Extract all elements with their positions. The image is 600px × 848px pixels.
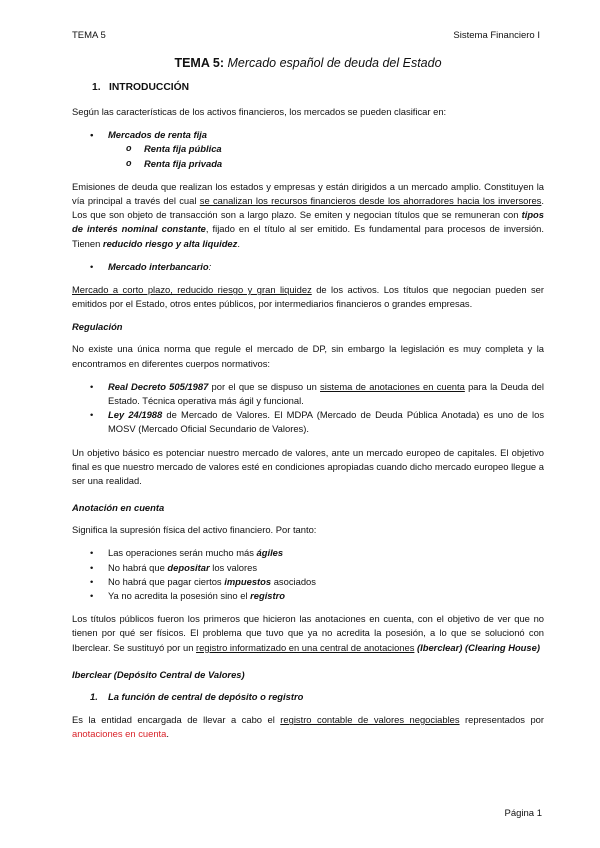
- list-item-renta-fija: • Mercados de renta fija: [72, 128, 544, 142]
- paragraph-regulacion: No existe una única norma que regule el mercado de DP, sin embargo la legislación es muy completa y la encontramos en diferentes cuerpos normativos:: [72, 343, 544, 369]
- market-list: [72, 128, 544, 171]
- list-item-interbancario: • Mercado interbancario:: [72, 260, 544, 274]
- section-title: INTRODUCCIÓN: [109, 82, 190, 93]
- intro-paragraph: Según las características de los activos financieros, los mercados se pueden clasificar en:: [72, 106, 447, 117]
- title-bold: TEMA 5:: [174, 56, 224, 70]
- list-item-ley: • Ley 24/1988 de Mercado de Valores. El MDPA (Mercado de Deuda Pública Anotada) es uno de los MOSV (Mercado Oficial Secundario de Valores).: [72, 408, 544, 436]
- page-number: Página 1: [504, 808, 542, 819]
- title-italic: Mercado español de deuda del Estado: [227, 56, 442, 70]
- regulacion-list: [72, 380, 544, 437]
- paragraph-objetivo: Un objetivo básico es potenciar nuestro mercado de valores, ante un mercado europeo de capitales. El objetivo final es que nuestro mercado de valores esté en condiciones apropiadas cuando dicho mercado europeo llegue a ser una realidad.: [72, 446, 544, 487]
- red-highlight: anotaciones en cuenta: [72, 728, 167, 740]
- list-item-depositar: • No habrá que depositar los valores: [72, 561, 544, 575]
- section-heading-intro: [72, 82, 544, 93]
- list-item-impuestos: • No habrá que pagar ciertos impuestos asociados: [72, 575, 544, 589]
- paragraph-emisiones: Emisiones de deuda que realizan los estados y empresas y están dirigidos a un mercado amplio. Constituyen la vía principal a través del cual se canalizan los recursos financieros desde los ahorradores hacia los inversores. Los que son objeto de transacción son a largo plazo. Se emiten y negocian títulos que se remuneran con tipos de interés nominal constante, fijado en el título al ser emitido. Es fundamental para procesos de inversión. Tienen reducido riesgo y alta liquidez.: [72, 180, 545, 249]
- header-right: Sistema Financiero I: [453, 30, 540, 41]
- list-item-privada: o Renta fija privada: [72, 157, 544, 171]
- anotacion-list: [72, 546, 544, 603]
- document-body: [72, 56, 544, 751]
- page-title: [72, 56, 544, 70]
- list-item-registro: • Ya no acredita la posesión sino el registro: [72, 589, 544, 603]
- paragraph-interbancario: Mercado a corto plazo, reducido riesgo y gran liquidez de los activos. Los títulos que negocian pueden ser emitidos por el Estado, otros entes públicos, por intermediarios financieros o grandes empresas.: [72, 284, 544, 310]
- numbered-item-funcion: 1. La función de central de depósito o registro: [90, 690, 304, 702]
- section-number: 1.: [92, 82, 101, 93]
- heading-regulacion: Regulación: [72, 321, 123, 333]
- heading-iberclear: Iberclear (Depósito Central de Valores): [72, 668, 245, 680]
- paragraph-anotacion: Significa la supresión física del activo financiero. Por tanto:: [72, 524, 317, 536]
- list-item-publica: o Renta fija pública: [72, 142, 544, 156]
- heading-anotacion: Anotación en cuenta: [72, 502, 165, 514]
- header-left: TEMA 5: [72, 30, 106, 41]
- interbancario-list: [72, 260, 544, 274]
- list-item-agiles: • Las operaciones serán mucho más ágiles: [72, 546, 544, 560]
- paragraph-iberclear-intro: Los títulos públicos fueron los primeros que hicieron las anotaciones en cuenta, con el objetivo de ver que no tienen por qué ser físicos. El problema que tuvo que ya no acredita la posesión, a lo que se solucionó con Iberclear. Se sustituyó por un registro informatizado en una central de anotaciones (Iberclear) (Clearing House): [72, 613, 544, 653]
- list-item-rd: • Real Decreto 505/1987 por el que se dispuso un sistema de anotaciones en cuenta para la Deuda del Estado. Técnica operativa más ágil y funcional.: [72, 380, 544, 408]
- paragraph-entidad: Es la entidad encargada de llevar a cabo el registro contable de valores negociables representados por anotaciones en cuenta.: [72, 714, 544, 740]
